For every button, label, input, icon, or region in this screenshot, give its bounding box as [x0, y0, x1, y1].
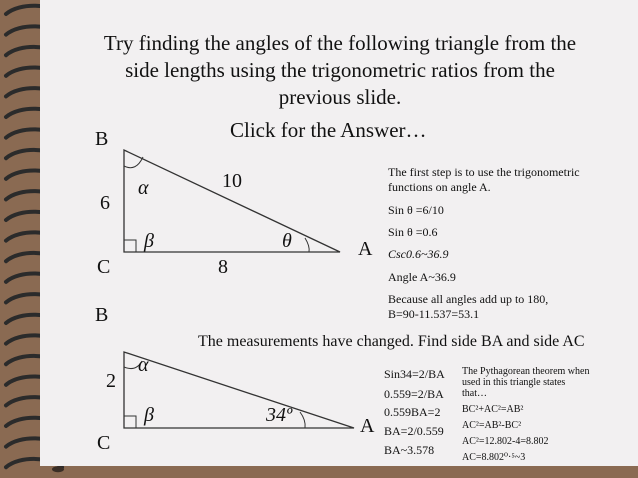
triangle-2 — [124, 352, 354, 428]
title-line-3: previous slide. — [278, 85, 402, 109]
title-line-1: Try finding the angles of the following triangle from the — [103, 31, 577, 55]
step-line-1: The first step is to use the trigonometric — [388, 165, 580, 179]
angle-label-2: 34º — [266, 404, 293, 426]
alpha-arc-1 — [124, 157, 143, 168]
sin-line-2: Sin θ =0.6 — [388, 225, 438, 239]
answer-link[interactable]: Click for the Answer… — [230, 118, 427, 142]
solution2-line-5: BA~3.578 — [384, 443, 435, 457]
because-line-2: B=90-11.537=53.1 — [388, 307, 480, 321]
angle-arc-2 — [300, 412, 305, 428]
solution2-line-1: Sin34=2/BA — [384, 367, 445, 381]
angle-a-line: Angle A~36.9 — [388, 270, 456, 284]
alpha-label-2: α — [138, 354, 149, 376]
pythag-formula-1: BC²+AC²=AB² — [462, 404, 524, 415]
triangle-1 — [124, 150, 340, 252]
side-label-2: 2 — [106, 370, 116, 392]
because-line-1: Because all angles add up to 180, — [388, 292, 549, 306]
alpha-label-1: α — [138, 177, 149, 199]
pythag-line-3: that… — [462, 388, 487, 399]
pythag-formula-2: AC²=AB²-BC² — [462, 420, 522, 431]
vertex-c-2: C — [97, 432, 111, 454]
solution2-line-4: BA=2/0.559 — [384, 424, 444, 438]
pythag-formula-3: AC²=12.802-4=8.802 — [462, 436, 549, 447]
pythag-line-1: The Pythagorean theorem when — [462, 366, 590, 377]
vertex-b-2: B — [95, 304, 109, 326]
pythag-line-2: used in this triangle states — [462, 377, 566, 388]
sin-line-1: Sin θ =6/10 — [388, 203, 444, 217]
beta-label-1: β — [144, 230, 154, 252]
vertex-a-1: A — [358, 238, 373, 260]
vertex-a-2: A — [360, 415, 375, 437]
theta-arc-1 — [305, 238, 309, 252]
measurements-note: The measurements have changed. Find side BA and side AC — [198, 333, 585, 350]
side-bc-label: 6 — [100, 192, 110, 214]
solution2-line-3: 0.559BA=2 — [384, 405, 441, 419]
title-line-2: side lengths using the trigonometric ratios from the — [125, 58, 555, 82]
vertex-c-1: C — [97, 256, 111, 278]
vertex-b-1: B — [95, 128, 109, 150]
base-label: 8 — [218, 256, 228, 278]
hypotenuse-label: 10 — [222, 170, 242, 192]
right-angle-marker-2 — [124, 416, 136, 428]
right-angle-marker-1 — [124, 240, 136, 252]
step-line-2: functions on angle A. — [388, 180, 491, 194]
solution2-line-2: 0.559=2/BA — [384, 387, 444, 401]
beta-label-2: β — [144, 404, 154, 426]
theta-label-1: θ — [282, 230, 292, 252]
pythag-formula-4: AC=8.802⁰·⁵~3 — [462, 452, 526, 463]
csc-line: Csc0.6~36.9 — [388, 247, 449, 261]
